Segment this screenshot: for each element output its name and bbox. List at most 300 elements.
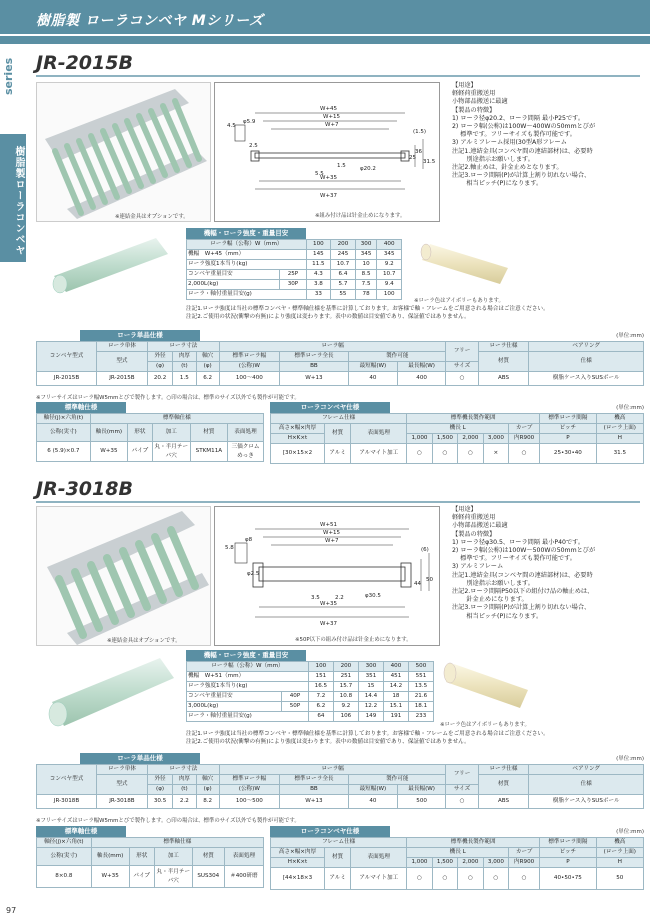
conveyor-cell: ○ bbox=[509, 868, 540, 890]
spec-header: (t) bbox=[173, 362, 196, 372]
conveyor-cell: 40•50•75 bbox=[540, 868, 596, 890]
spec-header: フリー bbox=[446, 765, 478, 785]
dim-phi20: φ20.2 bbox=[360, 166, 376, 172]
model-title: JR-3018B bbox=[36, 478, 133, 500]
dimension-diagram bbox=[214, 506, 440, 646]
spec-cell: 40 bbox=[349, 372, 398, 386]
spec-cell: 1.5 bbox=[173, 372, 196, 386]
spec-cell: 100～400 bbox=[219, 372, 279, 386]
roller-spec-table bbox=[36, 341, 644, 386]
strength-table-grid bbox=[186, 239, 402, 300]
conveyor-header: 1,500 bbox=[432, 858, 457, 868]
strength-cell: 15.1 bbox=[383, 702, 408, 712]
spec-cell: ○ bbox=[446, 795, 478, 809]
shaft-cell: W+35 bbox=[91, 866, 129, 888]
strength-cell: 14.4 bbox=[358, 692, 383, 702]
spec-cell: 20.2 bbox=[147, 372, 172, 386]
dim-d15: 1.5 bbox=[337, 163, 346, 169]
shaft-header: 表面処理 bbox=[224, 848, 263, 866]
roller-image bbox=[36, 228, 182, 296]
conveyor-cell: [30×15×2 bbox=[271, 444, 325, 464]
conveyor-header: 2,000 bbox=[458, 434, 483, 444]
conveyor-header: 機長 L bbox=[407, 424, 509, 434]
spec-cell: 40 bbox=[349, 795, 398, 809]
strength-cell: 18 bbox=[383, 692, 408, 702]
shaft-header: 標準軸仕様 bbox=[91, 838, 263, 848]
strength-cell: 10 bbox=[355, 260, 377, 270]
conveyor-cell: 31.5 bbox=[596, 444, 643, 464]
dim-w7: W+7 bbox=[325, 122, 339, 128]
ivory-roller-image bbox=[440, 650, 536, 718]
dim-phi30: φ30.5 bbox=[365, 593, 381, 599]
spec-header: コンベヤ型式 bbox=[37, 342, 97, 372]
dim-w15: W+15 bbox=[323, 114, 341, 120]
strength-header-cell: ローラ幅（公称）W（mm） bbox=[187, 662, 309, 672]
conveyor-cell: ○ bbox=[458, 444, 483, 464]
roller-conveyor-photo-icon bbox=[37, 83, 211, 222]
strength-row-label: ローラ・軸付重量目安(g) bbox=[187, 712, 309, 722]
conveyor-header: 高さ×幅×肉厚 bbox=[271, 848, 325, 858]
spec-header: (φ) bbox=[147, 362, 172, 372]
conveyor-header: 1,000 bbox=[407, 434, 432, 444]
shaft-header: 軸径(j)×六角(t) bbox=[37, 838, 92, 848]
strength-cell: 4.3 bbox=[306, 270, 331, 280]
strength-row-label: ローラ・軸付重量目安(g) bbox=[187, 290, 307, 300]
roller-color-note: ※ローラ色はアイボリーもあります。 bbox=[414, 298, 504, 304]
dim-d44: 44 bbox=[414, 581, 421, 587]
shaft-header: 材質 bbox=[190, 424, 227, 442]
strength-footnote: 注記1.ローラ強度は当社の標準コンベヤ・標準軸仕様を基準に計算しております。お客様で軸・フレームをご用意される場合はご注意ください。 注記2.ご使用の状況(衝撃の有無)により強度は変わります。表中の数値は目安値であり、保証値ではありません。 bbox=[186, 731, 549, 745]
strength-header-cell: 200 bbox=[331, 240, 356, 250]
shaft-spec-title: 標準軸仕様 bbox=[36, 402, 126, 413]
shaft-cell: 8×0.8 bbox=[37, 866, 92, 888]
conveyor-header: 材質 bbox=[325, 848, 351, 868]
spec-header: (公称)W bbox=[219, 362, 279, 372]
spec-header: サイズ bbox=[446, 362, 478, 372]
conveyor-header: 内R900 bbox=[509, 434, 540, 444]
dim-d25: 25 bbox=[409, 155, 416, 161]
strength-cell: 7.2 bbox=[308, 692, 333, 702]
shaft-cell: パイプ bbox=[129, 866, 154, 888]
shaft-header: 形状 bbox=[129, 848, 154, 866]
shaft-header: 材質 bbox=[192, 848, 224, 866]
roller-image bbox=[36, 650, 182, 730]
shaft-cell: ＃400研磨 bbox=[224, 866, 263, 888]
spec-cell: ○ bbox=[446, 372, 478, 386]
strength-pitch: 25P bbox=[280, 270, 306, 280]
strength-cell: 3.8 bbox=[306, 280, 331, 290]
spec-header: 外径 bbox=[147, 775, 172, 785]
strength-header-cell: 400 bbox=[377, 240, 402, 250]
shaft-header: 公称(実寸) bbox=[37, 424, 91, 442]
strength-row-label: ローラ強度1本当り(kg) bbox=[187, 682, 309, 692]
spec-header: 標準ローラ幅 bbox=[219, 352, 279, 362]
dim-w37: W+37 bbox=[320, 621, 338, 627]
spec-cell: W+13 bbox=[279, 372, 348, 386]
spec-header: ベアリング bbox=[529, 342, 644, 352]
roller-spec-note: ※フリーサイズはローラ幅W5mmとびで製作します。○印の場合は、標準のサイズ以外でも製作が可能です。 bbox=[36, 395, 300, 401]
strength-cell: 33 bbox=[306, 290, 331, 300]
strength-cell: 9.2 bbox=[377, 260, 402, 270]
dim-d22: 2.2 bbox=[335, 595, 344, 601]
spec-header: 軸穴 bbox=[196, 352, 219, 362]
shaft-header: 軸径(j)×六角(t) bbox=[37, 414, 91, 424]
shaft-cell: SUS304 bbox=[192, 866, 224, 888]
dim-w7: W+7 bbox=[325, 538, 339, 544]
spec-header: ローラ幅 bbox=[219, 342, 446, 352]
strength-table bbox=[186, 650, 434, 722]
shaft-cell: パイプ bbox=[127, 442, 152, 462]
strength-header-cell: 500 bbox=[408, 662, 433, 672]
strength-row-label: 機幅 W+45（mm） bbox=[187, 250, 307, 260]
conveyor-cell: ○ bbox=[407, 868, 432, 890]
spec-header: (φ) bbox=[147, 785, 172, 795]
shaft-cell: W+35 bbox=[90, 442, 127, 462]
strength-cell: 5.7 bbox=[331, 280, 356, 290]
spec-cell: ABS bbox=[478, 795, 529, 809]
shaft-header: 加工 bbox=[154, 848, 192, 866]
conveyor-header: 標準ローラ間隔 bbox=[540, 838, 596, 848]
spec-header: ローラ単体 bbox=[97, 342, 148, 352]
conveyor-header: 3,000 bbox=[483, 858, 508, 868]
shaft-spec-table bbox=[36, 837, 264, 888]
model-title-rule bbox=[36, 501, 640, 503]
spec-header: BB bbox=[279, 362, 348, 372]
strength-cell: 7.5 bbox=[355, 280, 377, 290]
shaft-header: 形状 bbox=[127, 424, 152, 442]
spec-header: 肉厚 bbox=[173, 352, 196, 362]
conveyor-header: ピッチ bbox=[540, 848, 596, 858]
dim-d55: 5.5 bbox=[315, 171, 324, 177]
spec-header: 材質 bbox=[478, 775, 529, 795]
conveyor-header: 内R900 bbox=[509, 858, 540, 868]
dim-w15: W+15 bbox=[323, 530, 341, 536]
spec-cell: 樹脂ケース入りSUSボール bbox=[529, 372, 644, 386]
spec-cell: 30.5 bbox=[147, 795, 172, 809]
conveyor-header: P bbox=[540, 434, 596, 444]
conveyor-cell: ○ bbox=[407, 444, 432, 464]
spec-header: 仕様 bbox=[529, 775, 644, 795]
dim-d35: 3.5 bbox=[311, 595, 320, 601]
spec-header: ローラ幅 bbox=[219, 765, 446, 775]
conveyor-header: P bbox=[540, 858, 596, 868]
conveyor-header: カーブ bbox=[509, 848, 540, 858]
spec-header: 型式 bbox=[97, 775, 148, 795]
product-notes: 【用途】 軽軽荷重搬送用 小物部品搬送に最適 【製品の特徴】 1) ローラ径φ30.5、ローラ間隔 最小P40です。 2) ローラ幅(公称)は100W～500Wの50mmとびが 標準です。フリーサイズも製作可能です。 3) アルミフレーム 注記1.連結金具(コンベヤ間の連結部材)は、必要時 別途指示お願いします。 注記2.ローラ間隔P50以下の組付け品の軸止めは、 針金止めになります。 注記3.ローラ間隔(P)が計算上割り切れない場合、 相当ピッチ(P)になります。 bbox=[452, 506, 596, 620]
strength-row-label: 機幅 W+51（mm） bbox=[187, 672, 309, 682]
strength-cell: 106 bbox=[333, 712, 358, 722]
conveyor-spec-title: ローラコンベヤ仕様 bbox=[270, 402, 390, 413]
strength-table-title: 機幅・ローラ強度・重量目安 bbox=[186, 650, 306, 661]
diagram-caption: ※組み付け品は针金止めになります。 bbox=[315, 213, 406, 219]
strength-table bbox=[186, 228, 402, 300]
ivory-roller-icon bbox=[440, 650, 536, 718]
strength-cell: 6.2 bbox=[308, 702, 333, 712]
shaft-header: 軸長(mm) bbox=[90, 424, 127, 442]
roller-cylinder-icon bbox=[36, 650, 182, 730]
strength-cell: 10.8 bbox=[333, 692, 358, 702]
dim-r25: 2.5 bbox=[249, 143, 258, 149]
strength-cell: 9.4 bbox=[377, 280, 402, 290]
conveyor-header: 1,000 bbox=[407, 858, 432, 868]
strength-cell: 345 bbox=[377, 250, 402, 260]
conveyor-cell: ○ bbox=[432, 444, 457, 464]
conveyor-header: 1,500 bbox=[432, 434, 457, 444]
roller-color-note: ※ローラ色はアイボリーもあります。 bbox=[440, 722, 530, 728]
roller-spec-table bbox=[36, 764, 644, 809]
strength-cell: 191 bbox=[383, 712, 408, 722]
shaft-cell: 丸・半月テーパ穴 bbox=[152, 442, 190, 462]
strength-cell: 15 bbox=[358, 682, 383, 692]
shaft-header: 公称(実寸) bbox=[37, 848, 92, 866]
spec-header: コンベヤ型式 bbox=[37, 765, 97, 795]
strength-cell: 351 bbox=[358, 672, 383, 682]
conveyor-header: 材質 bbox=[325, 424, 351, 444]
spec-cell: 500 bbox=[397, 795, 446, 809]
dim-d45: 4.5 bbox=[227, 123, 236, 129]
strength-cell: 15.7 bbox=[333, 682, 358, 692]
conveyor-photo bbox=[36, 82, 211, 222]
spec-header: 軸穴 bbox=[196, 775, 219, 785]
spec-header: 外径 bbox=[147, 352, 172, 362]
spec-cell: ABS bbox=[478, 372, 529, 386]
strength-cell: 8.5 bbox=[355, 270, 377, 280]
spec-header: サイズ bbox=[446, 785, 478, 795]
spec-header: 標準ローラ全長 bbox=[279, 775, 348, 785]
shaft-spec-table bbox=[36, 413, 264, 462]
conveyor-spec-title: ローラコンベヤ仕様 bbox=[270, 826, 390, 837]
spec-header: 仕様 bbox=[529, 352, 644, 372]
conveyor-header: 表面処理 bbox=[351, 424, 407, 444]
strength-cell: 10.7 bbox=[331, 260, 356, 270]
spec-header: BB bbox=[279, 785, 348, 795]
spec-header: ローラ単体 bbox=[97, 765, 148, 775]
strength-cell: 551 bbox=[408, 672, 433, 682]
cross-section-drawing bbox=[215, 83, 441, 213]
strength-cell: 14.2 bbox=[383, 682, 408, 692]
strength-header-cell: 100 bbox=[308, 662, 333, 672]
strength-cell: 251 bbox=[333, 672, 358, 682]
spec-header: フリー bbox=[446, 342, 478, 362]
strength-cell: 151 bbox=[308, 672, 333, 682]
roller-spec-title: ローラ単品仕様 bbox=[80, 330, 200, 341]
side-category-tab: 樹脂製ローラコンベヤ bbox=[0, 134, 26, 262]
strength-row-label: コンベヤ重量目安 bbox=[187, 270, 280, 280]
spec-header: 標準ローラ幅 bbox=[219, 775, 279, 785]
strength-header-cell: 400 bbox=[383, 662, 408, 672]
spec-cell: 樹脂ケース入りSUSボール bbox=[529, 795, 644, 809]
strength-row-label: コンベヤ重量目安 bbox=[187, 692, 282, 702]
spec-cell: 8.2 bbox=[196, 795, 219, 809]
model-title-rule bbox=[36, 75, 640, 77]
strength-cell: 149 bbox=[358, 712, 383, 722]
strength-cell: 78 bbox=[355, 290, 377, 300]
strength-table-title: 機幅・ローラ強度・重量目安 bbox=[186, 228, 306, 239]
conveyor-header: 標準ローラ間隔 bbox=[540, 414, 596, 424]
dim-r25: φ2.5 bbox=[247, 571, 260, 577]
photo-caption: ※連結金具はオプションです。 bbox=[107, 638, 181, 644]
strength-table-grid bbox=[186, 661, 434, 722]
strength-cell: 21.6 bbox=[408, 692, 433, 702]
spec-header: (φ) bbox=[196, 362, 219, 372]
shaft-cell: 6 (5.9)×0.7 bbox=[37, 442, 91, 462]
shaft-spec-title: 標準軸仕様 bbox=[36, 826, 126, 837]
conveyor-header: 標準機長製作範囲 bbox=[407, 414, 540, 424]
conveyor-cell: アルマイト加工 bbox=[351, 868, 407, 890]
dim-w45: W+45 bbox=[320, 106, 338, 112]
spec-cell: JR-2015B bbox=[37, 372, 97, 386]
spec-cell: 6.2 bbox=[196, 372, 219, 386]
spec-header: 材質 bbox=[478, 352, 529, 372]
dim-w35: W+35 bbox=[320, 175, 338, 181]
strength-header-cell: 200 bbox=[333, 662, 358, 672]
conveyor-header: ピッチ bbox=[540, 424, 596, 434]
spec-cell: W+13 bbox=[279, 795, 348, 809]
header-divider bbox=[0, 34, 650, 36]
spec-header: 最短幅(W) bbox=[349, 785, 398, 795]
conveyor-cell: ○ bbox=[509, 444, 540, 464]
conveyor-header: 高さ×幅×肉厚 bbox=[271, 424, 325, 434]
strength-cell: 55 bbox=[331, 290, 356, 300]
conveyor-spec-unit: (単位:mm) bbox=[616, 405, 644, 411]
shaft-header: 軸長(mm) bbox=[91, 848, 129, 866]
roller-spec-unit: (単位:mm) bbox=[616, 333, 644, 339]
conveyor-spec-table bbox=[270, 413, 644, 464]
spec-header: 最長幅(W) bbox=[397, 785, 446, 795]
conveyor-cell: 25•30•40 bbox=[540, 444, 596, 464]
strength-cell: 12.2 bbox=[358, 702, 383, 712]
strength-pitch: 40P bbox=[282, 692, 309, 702]
conveyor-photo bbox=[36, 506, 211, 646]
conveyor-cell: [44×18×3 bbox=[271, 868, 325, 890]
strength-cell: 100 bbox=[377, 290, 402, 300]
strength-header-cell: 300 bbox=[355, 240, 377, 250]
conveyor-header: 表面処理 bbox=[351, 848, 407, 868]
spec-cell: JR-2015B bbox=[97, 372, 148, 386]
spec-header: 製作可能 bbox=[349, 352, 446, 362]
conveyor-header: (ローラ上面) bbox=[596, 424, 643, 434]
page-title: 樹脂製 ローラコンベヤ Mシリーズ bbox=[36, 13, 264, 29]
conveyor-cell: ○ bbox=[458, 868, 483, 890]
conveyor-header: 機高 bbox=[596, 414, 643, 424]
strength-pitch: 30P bbox=[280, 280, 306, 290]
spec-header: 製作可能 bbox=[349, 775, 446, 785]
conveyor-cell: ○ bbox=[432, 868, 457, 890]
strength-cell: 233 bbox=[408, 712, 433, 722]
dimension-diagram bbox=[214, 82, 440, 222]
model-title: JR-2015B bbox=[36, 52, 133, 74]
conveyor-header: 機高 bbox=[596, 838, 643, 848]
strength-cell: 9.2 bbox=[333, 702, 358, 712]
conveyor-header: 標準機長製作範囲 bbox=[407, 838, 540, 848]
conveyor-cell: アルミ bbox=[325, 444, 351, 464]
strength-footnote: 注記1.ローラ強度は当社の標準コンベヤ・標準軸仕様を基準に計算しております。お客様で軸・フレームをご用意される場合はご注意ください。 注記2.ご使用の状況(衝撃の有無)により強度は変わります。表中の数値は目安値であり、保証値ではありません。 bbox=[186, 306, 549, 320]
dim-d50: 50 bbox=[426, 577, 433, 583]
strength-header-cell: 300 bbox=[358, 662, 383, 672]
dim-phi59: φ5.9 bbox=[243, 119, 256, 125]
dim-d6: (6) bbox=[421, 547, 429, 553]
dim-d36: 36 bbox=[415, 149, 422, 155]
ivory-roller-icon bbox=[414, 228, 520, 296]
side-series-label: series bbox=[2, 57, 15, 95]
spec-header: ローラ仕様 bbox=[478, 342, 529, 352]
strength-cell: 145 bbox=[306, 250, 331, 260]
spec-header: (t) bbox=[173, 785, 196, 795]
conveyor-cell: × bbox=[483, 444, 508, 464]
spec-header: ローラ仕様 bbox=[478, 765, 529, 775]
ivory-roller-image bbox=[414, 228, 520, 296]
product-notes: 【用途】 軽軽荷重搬送用 小物部品搬送に最適 【製品の特徴】 1) ローラ径φ20.2、ローラ間隔 最小P25です。 2) ローラ幅(公称)は100W～400Wの50mmとびが 標準です。フリーサイズも製作可能です。 3) アルミフレーム採用(30型A形フレーム 注記1.連結金具(コンベヤ間の連結部材)は、必要時 別途指示お願いします。 注記2.軸止めは、針金止めとなります。 注記3.ローラ間隔(P)が計算上割り切れない場合、 相当ピッチ(P)になります。 bbox=[452, 82, 596, 188]
spec-header: 標準ローラ全長 bbox=[279, 352, 348, 362]
shaft-cell: 三価クロムめっき bbox=[228, 442, 264, 462]
conveyor-header: (ローラ上面) bbox=[596, 848, 643, 858]
strength-cell: 10.7 bbox=[377, 270, 402, 280]
conveyor-header: フレーム仕様 bbox=[271, 838, 407, 848]
strength-cell: 451 bbox=[383, 672, 408, 682]
dim-d15b: (1.5) bbox=[413, 129, 427, 135]
conveyor-header: H bbox=[596, 434, 643, 444]
strength-cell: 16.5 bbox=[308, 682, 333, 692]
strength-cell: 13.5 bbox=[408, 682, 433, 692]
spec-header: ローラ寸法 bbox=[147, 342, 219, 352]
conveyor-cell: 50 bbox=[596, 868, 643, 890]
spec-header: (公称)W bbox=[219, 785, 279, 795]
spec-cell: 2.2 bbox=[173, 795, 196, 809]
cross-section-drawing bbox=[215, 507, 441, 637]
spec-cell: 100～500 bbox=[219, 795, 279, 809]
shaft-header: 標準軸仕様 bbox=[90, 414, 263, 424]
photo-caption: ※連結金具はオプションです。 bbox=[115, 214, 189, 220]
diagram-caption: ※50P以下の組み付け品は针金止めになります。 bbox=[295, 637, 412, 643]
dim-w35: W+35 bbox=[320, 601, 338, 607]
strength-row-label: 2,000L(kg) bbox=[187, 280, 280, 290]
dim-w51: W+51 bbox=[320, 522, 338, 528]
conveyor-header: H×K×t bbox=[271, 434, 325, 444]
conveyor-header: H bbox=[596, 858, 643, 868]
strength-cell: 11.5 bbox=[306, 260, 331, 270]
dim-w37: W+37 bbox=[320, 193, 338, 199]
roller-spec-note: ※フリーサイズはローラ幅W5mmとびで製作します。○印の場合は、標準のサイズ以外でも製作が可能です。 bbox=[36, 818, 300, 824]
spec-header: 最長幅(W) bbox=[397, 362, 446, 372]
spec-header: ローラ寸法 bbox=[147, 765, 219, 775]
roller-conveyor-photo-icon bbox=[37, 507, 211, 646]
dim-d315: 31.5 bbox=[423, 159, 436, 165]
conveyor-cell: アルマイト加工 bbox=[351, 444, 407, 464]
conveyor-cell: アルミ bbox=[325, 868, 351, 890]
shaft-cell: STKM11A bbox=[190, 442, 227, 462]
conveyor-header: フレーム仕様 bbox=[271, 414, 407, 424]
strength-header-cell: 100 bbox=[306, 240, 331, 250]
strength-cell: 245 bbox=[331, 250, 356, 260]
spec-header: 型式 bbox=[97, 352, 148, 372]
roller-spec-title: ローラ単品仕様 bbox=[80, 753, 200, 764]
conveyor-cell: ○ bbox=[483, 868, 508, 890]
roller-cylinder-icon bbox=[36, 228, 182, 296]
roller-spec-unit: (単位:mm) bbox=[616, 756, 644, 762]
conveyor-header: 2,000 bbox=[458, 858, 483, 868]
shaft-header: 加工 bbox=[152, 424, 190, 442]
strength-cell: 18.1 bbox=[408, 702, 433, 712]
spec-header: 最短幅(W) bbox=[349, 362, 398, 372]
strength-header-cell: ローラ幅（公称）W（mm） bbox=[187, 240, 307, 250]
conveyor-spec-table bbox=[270, 837, 644, 890]
spec-cell: JR-3018B bbox=[97, 795, 148, 809]
strength-pitch: 50P bbox=[282, 702, 309, 712]
strength-row-label: 3,000L(kg) bbox=[187, 702, 282, 712]
spec-header: 肉厚 bbox=[173, 775, 196, 785]
spec-cell: 400 bbox=[397, 372, 446, 386]
spec-header: ベアリング bbox=[529, 765, 644, 775]
